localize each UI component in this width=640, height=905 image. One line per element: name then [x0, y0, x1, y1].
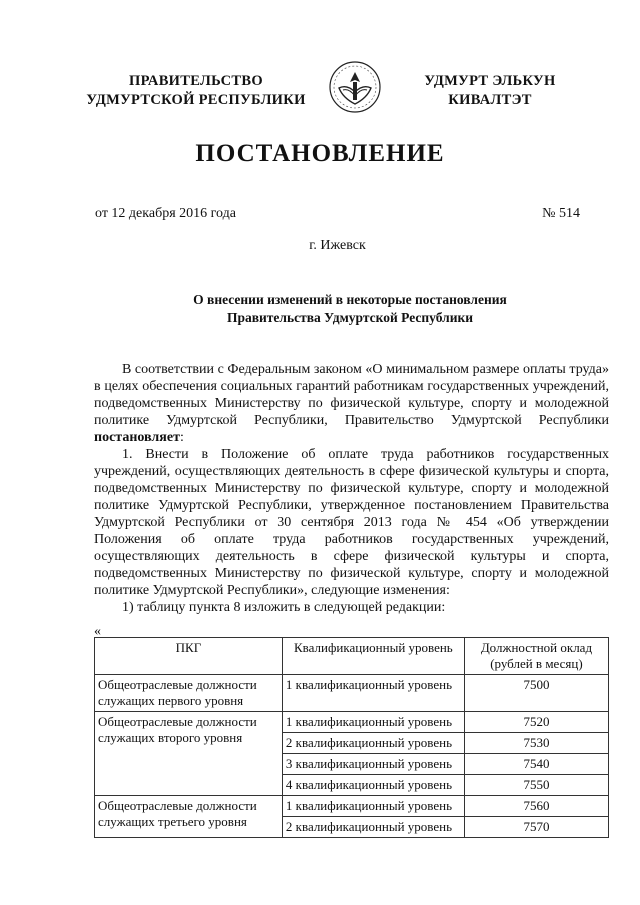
salary-cell: 7500 [464, 675, 608, 712]
level-cell: 3 квалификационный уровень [282, 754, 464, 775]
table-row [95, 712, 609, 733]
level-cell: 1 квалификационный уровень [282, 675, 464, 712]
header-left [76, 72, 316, 110]
paragraph-preamble [94, 361, 609, 446]
header-salary-title: Должностной оклад [480, 640, 593, 655]
salary-cell: 7550 [464, 775, 608, 796]
document-date: от 12 декабря 2016 года [95, 206, 236, 221]
salary-cell: 7520 [464, 712, 608, 733]
salary-cell: 7570 [464, 817, 608, 838]
header-pkg: ПКГ [95, 638, 283, 675]
header-right-line2: КИВАЛТЭТ [448, 92, 532, 108]
document-subject [140, 291, 560, 327]
table-row [95, 796, 609, 817]
level-cell: 4 квалификационный уровень [282, 775, 464, 796]
document-body [94, 361, 609, 616]
salary-cell: 7530 [464, 733, 608, 754]
header-qualification-level: Квалификационный уровень [282, 638, 464, 675]
salary-cell: 7560 [464, 796, 608, 817]
document-number: № 514 [542, 206, 580, 221]
coat-of-arms-emblem-icon [327, 58, 383, 116]
salary-cell: 7540 [464, 754, 608, 775]
table-header-row [95, 638, 609, 675]
level-cell: 1 квалификационный уровень [282, 712, 464, 733]
salary-table [94, 637, 609, 838]
table-row [95, 675, 609, 712]
preamble-colon: : [179, 430, 184, 445]
level-cell: 2 квалификационный уровень [282, 817, 464, 838]
level-cell: 1 квалификационный уровень [282, 796, 464, 817]
document-title: ПОСТАНОВЛЕНИЕ [195, 140, 445, 167]
document-city: г. Ижевск [309, 238, 366, 253]
header-left-line2: УДМУРТСКОЙ РЕСПУБЛИКИ [86, 92, 306, 108]
group-cell: Общеотраслевые должности служащих второго уровня [95, 712, 283, 796]
subject-line2: Правительства Удмуртской Республики [226, 310, 474, 325]
group-cell: Общеотраслевые должности служащих первого уровня [95, 675, 283, 712]
paragraph-subitem-1: 1) таблицу пункта 8 изложить в следующей редакции: [122, 600, 446, 615]
group-cell: Общеотраслевые должности служащих третьего уровня [95, 796, 283, 838]
header-salary-unit: (рублей в месяц) [490, 656, 583, 671]
opening-quote-mark: « [94, 624, 101, 639]
header-right-line1: УДМУРТ ЭЛЬКУН [424, 73, 556, 89]
subject-line1: О внесении изменений в некоторые постановления [193, 292, 507, 307]
paragraph-item-1: 1. Внести в Положение об оплате труда работников государственных учреждений, осуществляющих деятельность в сфере физической культуры и спорта, подведомственных Министерству по физической культуре, спорту и молодежной политике Удмуртской Республики, утвержденное постановлением Правительства Удмуртской Республики от 30 сентября 2013 года № 454 «Об утверждении Положения об оплате труда работников государственных учреждений, осуществляющих деятельность в сфере физической культуры и спорта, подведомственных Министерству по физической культуре, спорту и молодежной политике Удмуртской Республики», следующие изменения: [94, 447, 609, 598]
header-left-line1: ПРАВИТЕЛЬСТВО [129, 73, 263, 89]
level-cell: 2 квалификационный уровень [282, 733, 464, 754]
header-salary [464, 638, 608, 675]
header-right [410, 72, 570, 110]
preamble-text: В соответствии с Федеральным законом «О минимальном размере оплаты труда» в целях обеспечения социальных гарантий работникам государственных учреждений, подведомственных Министерству по физической культуре, спорту и молодежной политике Удмуртской Республики, Правительство Удмуртской Республики [94, 362, 609, 428]
preamble-keyword: постановляет [94, 430, 180, 445]
